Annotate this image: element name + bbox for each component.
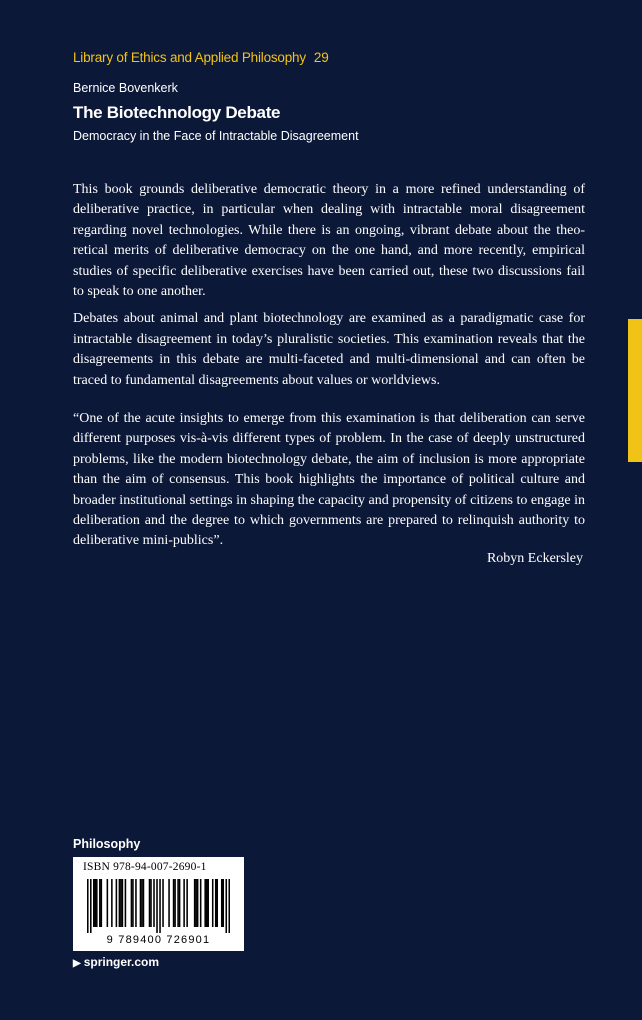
description — [73, 180, 585, 398]
barcode-bar — [141, 879, 143, 927]
barcode-bar — [207, 879, 209, 927]
barcode-bar — [135, 879, 137, 927]
barcode-bar — [168, 879, 170, 927]
barcode-digits: 9 789400 726901 — [106, 934, 211, 946]
barcode-bar — [140, 879, 142, 927]
endorsement-quote — [73, 409, 585, 552]
barcode-bar — [153, 879, 155, 927]
barcode-bar — [222, 879, 224, 927]
barcode-bar — [119, 879, 121, 927]
barcode-bar — [215, 879, 217, 927]
series-number: 29 — [313, 50, 329, 65]
barcode-bar — [216, 879, 218, 927]
barcode-bar — [95, 879, 97, 927]
barcode-bar — [221, 879, 223, 927]
barcode-bar — [212, 879, 214, 927]
barcode-bar — [99, 879, 101, 927]
barcode-bar — [149, 879, 151, 927]
barcode-bar — [200, 879, 202, 927]
barcode-bar — [125, 879, 127, 927]
barcode-bar — [206, 879, 208, 927]
description-paragraph-2: Debates about animal and plant biotechnology are examined as a paradigmatic case for intractable disagreement in today’s pluralistic societies. This examination reveals that the disagreements in this debate are multi-faceted and multi-dimensional and can often be traced to fundamental disagreements about values or worldviews. — [73, 311, 585, 388]
barcode-bar — [162, 879, 164, 927]
book-subtitle: Democracy in the Face of Intractable Disagreement — [73, 129, 359, 143]
barcode-bar — [204, 879, 206, 927]
barcode-bar — [107, 879, 109, 927]
barcode-bar — [194, 879, 196, 927]
barcode-bar — [120, 879, 122, 927]
book-title: The Biotechnology Debate — [73, 103, 281, 122]
barcode-bar — [177, 879, 179, 927]
barcode-bar — [183, 879, 185, 927]
barcode-bar — [228, 879, 230, 933]
barcode-bar — [179, 879, 181, 927]
series-name: Library of Ethics and Applied Philosophy — [73, 50, 306, 65]
series-line — [73, 50, 329, 65]
barcode-bar — [159, 879, 161, 933]
barcode-bar — [122, 879, 124, 927]
barcode — [87, 879, 230, 933]
isbn-label: ISBN 978-94-007-2690-1 — [83, 861, 207, 873]
publisher-url-text: springer.com — [83, 955, 160, 969]
description-paragraph-1: This book grounds deliberative democratic theory in a more refined understanding of deliberative practice, in particular when dealing with intractable moral disagreement regarding novel technologies. While there is an ongoing, vibrant debate about the theoretical merits of deliberative democracy on the one hand, and more recently, empirical studies of specific deliberative exercises have been carried out, these two discussions fail to speak to one another. — [73, 182, 585, 300]
barcode-bar — [195, 879, 197, 927]
barcode-bar — [186, 879, 188, 927]
subject-category: Philosophy — [73, 837, 141, 851]
barcode-bar — [197, 879, 199, 927]
author-name: Bernice Bovenkerk — [73, 81, 178, 95]
barcode-bar — [143, 879, 145, 927]
quote-attribution: Robyn Eckersley — [486, 551, 583, 566]
barcode-bar — [101, 879, 103, 927]
barcode-bar — [93, 879, 95, 927]
barcode-bar — [174, 879, 176, 927]
barcode-bar — [156, 879, 158, 933]
publisher-url[interactable] — [73, 955, 159, 969]
barcode-bar — [116, 879, 118, 927]
spine-color-tab — [628, 319, 642, 462]
quote-text: “One of the acute insights to emerge from this examination is that deliberation can serve different purposes vis-à-vis different types of problem. In the case of deeply unstructured problems, like the modern biotechnology debate, the aim of inclusion is more appropriate than the aim of consensus. This book highlights the importance of political culture and broader institutional settings in shaping the capacity and propensity of citizens to engage in deliberation and the degree to which governments are prepared to relinquish authority to deliberative mini-publics”. — [73, 411, 585, 549]
barcode-bar — [111, 879, 113, 927]
barcode-bar — [132, 879, 134, 927]
triangle-right-icon: ▶ — [73, 958, 81, 969]
barcode-bar — [96, 879, 98, 927]
barcode-bar — [87, 879, 89, 933]
barcode-bar — [90, 879, 92, 933]
barcode-bar — [150, 879, 152, 927]
barcode-bar — [173, 879, 175, 927]
barcode-bar — [131, 879, 133, 927]
barcode-bar — [225, 879, 227, 933]
isbn-barcode-box — [73, 857, 244, 951]
